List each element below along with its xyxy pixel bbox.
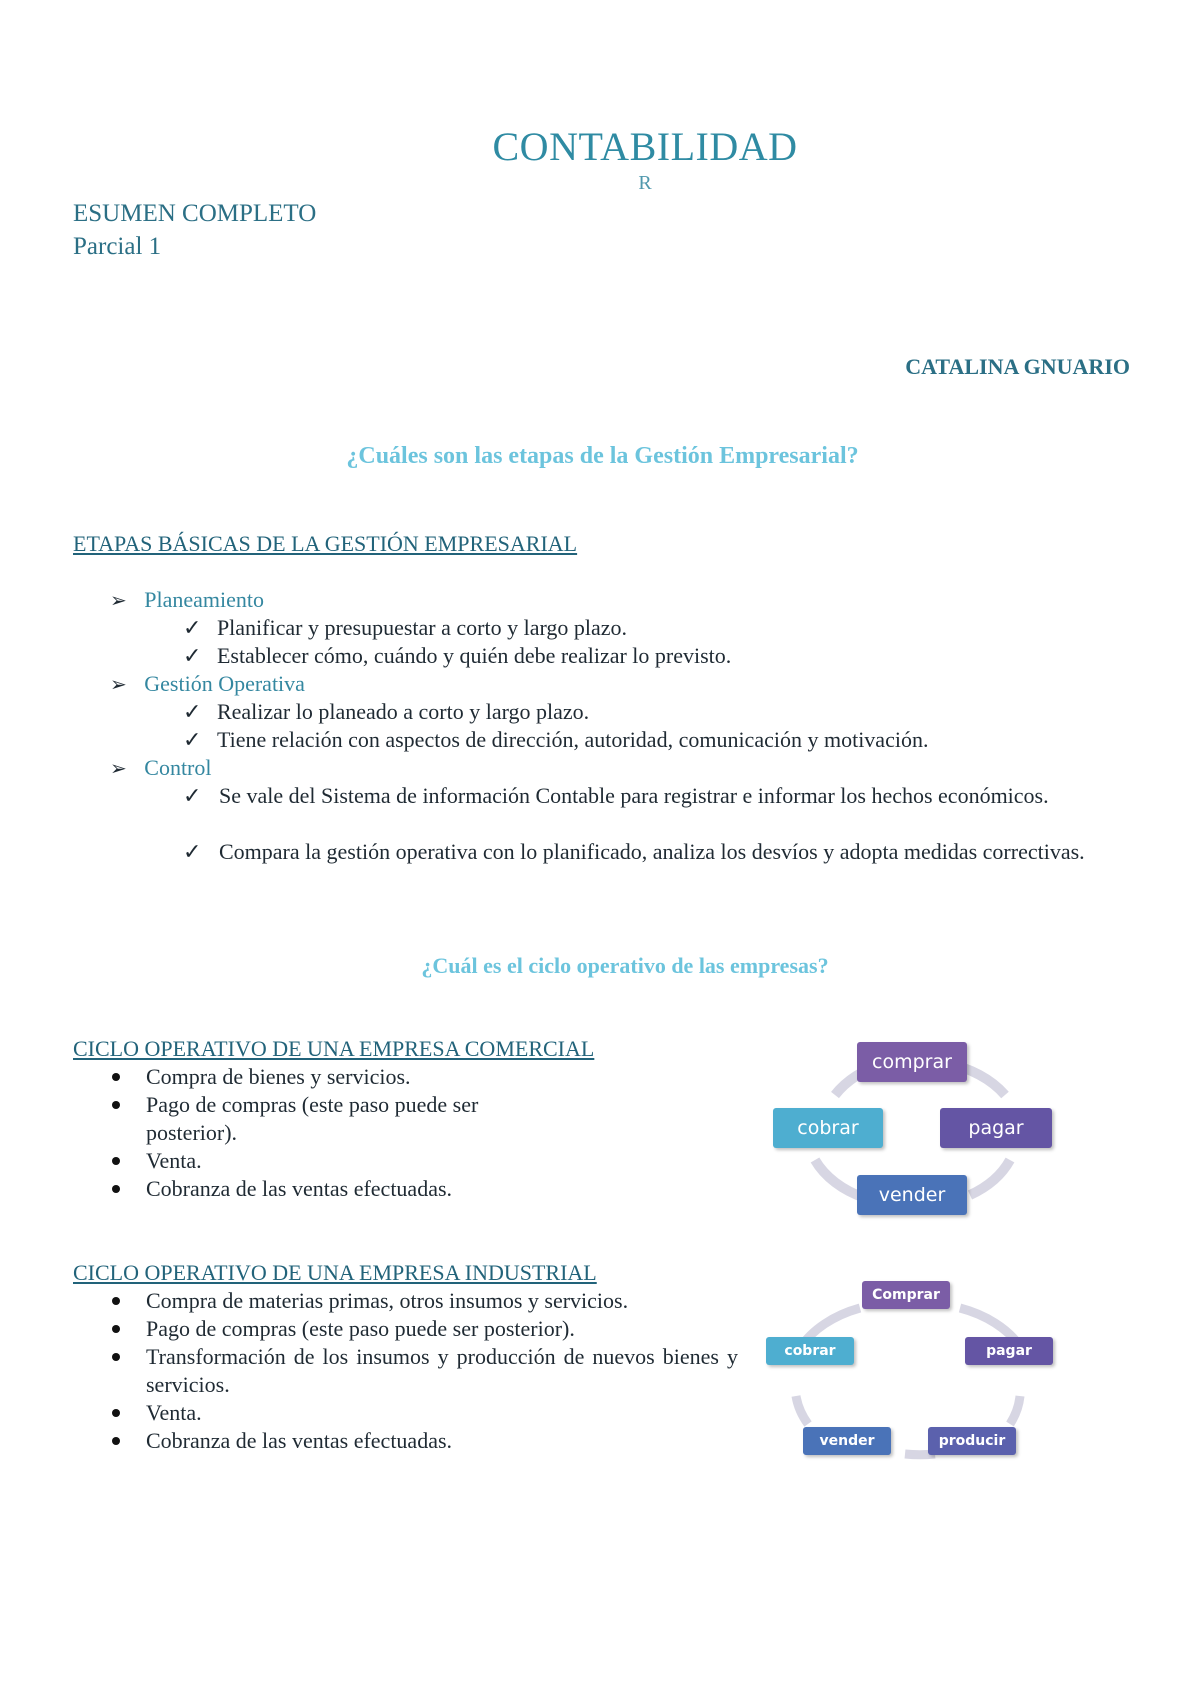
subtitle-partial: Parcial 1 (73, 233, 162, 260)
subtitle-summary: ESUMEN COMPLETO (73, 200, 317, 227)
list-item-text: Cobranza de las ventas efectuadas. (146, 1176, 453, 1201)
checkmark-icon: ✓ (183, 727, 202, 752)
list-item (183, 698, 589, 726)
bullet-icon (112, 1437, 120, 1445)
author-name: CATALINA GNUARIO (905, 354, 1130, 379)
list-item-text: Compra de bienes y servicios. (146, 1064, 411, 1089)
arrow-bullet-icon: ➢ (110, 590, 127, 612)
stage-gestion-operativa (110, 670, 305, 699)
checkmark-icon: ✓ (183, 839, 202, 864)
list-item (73, 1147, 493, 1175)
node-producir: producir (928, 1427, 1016, 1455)
list-item-text: Pago de compras (este paso puede ser posterior). (146, 1092, 479, 1145)
bullet-icon (112, 1073, 120, 1081)
list-item (183, 614, 627, 642)
question-etapas: ¿Cuáles son las etapas de la Gestión Empresarial? (346, 443, 859, 469)
list-item-text: Se vale del Sistema de información Contable para registrar e informar los hechos económicos. (219, 783, 1049, 808)
list-item-text: Venta. (146, 1400, 202, 1425)
node-comprar: Comprar (862, 1281, 950, 1309)
title-r-letter: R (638, 172, 652, 194)
list-item-text: Pago de compras (este paso puede ser posterior). (146, 1316, 575, 1341)
list-item (183, 782, 1133, 810)
checkmark-icon: ✓ (183, 643, 202, 668)
list-item (73, 1091, 493, 1147)
bullet-icon (112, 1101, 120, 1109)
list-item-text: Planificar y presupuestar a corto y largo plazo. (216, 615, 628, 640)
cycle-diagram-comercial (770, 1035, 1060, 1230)
list-item-text: Transformación de los insumos y producción de nuevos bienes y servicios. (146, 1344, 738, 1397)
list-item (73, 1175, 493, 1203)
list-item (183, 838, 1133, 866)
list-item-text: Establecer cómo, cuándo y quién debe realizar lo previsto. (216, 643, 732, 668)
list-item (73, 1063, 493, 1091)
stage-control (110, 754, 212, 783)
list-item-text: Venta. (146, 1148, 202, 1173)
bullet-icon (112, 1157, 120, 1165)
list-item (73, 1287, 738, 1315)
node-comprar: comprar (857, 1042, 967, 1082)
list-item-text: Compara la gestión operativa con lo planificado, analiza los desvíos y adopta medidas correctivas. (219, 839, 1085, 864)
list-item-text: Realizar lo planeado a corto y largo plazo. (216, 699, 590, 724)
node-cobrar: cobrar (766, 1337, 854, 1365)
document-title: CONTABILIDAD (492, 124, 798, 169)
heading-ciclo-comercial: CICLO OPERATIVO DE UNA EMPRESA COMERCIAL (73, 1036, 595, 1061)
list-item-text: Tiene relación con aspectos de dirección, autoridad, comunicación y motivación. (216, 727, 929, 752)
bullet-icon (112, 1325, 120, 1333)
list-item-text: Cobranza de las ventas efectuadas. (146, 1428, 453, 1453)
checkmark-icon: ✓ (183, 699, 202, 724)
arrow-bullet-icon: ➢ (110, 674, 127, 696)
node-cobrar: cobrar (773, 1108, 883, 1148)
list-item-text: Compra de materias primas, otros insumos y servicios. (146, 1288, 629, 1313)
list-item (183, 642, 731, 670)
node-vender: vender (857, 1175, 967, 1215)
checkmark-icon: ✓ (183, 783, 202, 808)
list-item (73, 1427, 738, 1455)
stage-label: Gestión Operativa (144, 671, 305, 696)
checkmark-icon: ✓ (183, 615, 202, 640)
question-ciclo: ¿Cuál es el ciclo operativo de las empresas? (421, 953, 829, 978)
bullet-icon (112, 1297, 120, 1305)
bullet-icon (112, 1409, 120, 1417)
stage-planeamiento (110, 586, 264, 615)
node-pagar: pagar (940, 1108, 1052, 1148)
node-pagar: pagar (965, 1337, 1053, 1365)
list-item (183, 726, 928, 754)
stage-label: Planeamiento (144, 587, 265, 612)
heading-ciclo-industrial: CICLO OPERATIVO DE UNA EMPRESA INDUSTRIAL (73, 1260, 597, 1285)
list-item (73, 1343, 738, 1399)
bullet-icon (112, 1185, 120, 1193)
heading-etapas: ETAPAS BÁSICAS DE LA GESTIÓN EMPRESARIAL (73, 531, 578, 556)
stage-label: Control (144, 755, 212, 780)
cycle-diagram-industrial (760, 1278, 1060, 1468)
arrow-bullet-icon: ➢ (110, 758, 127, 780)
list-item (73, 1315, 738, 1343)
node-vender: vender (803, 1427, 891, 1455)
list-item (73, 1399, 738, 1427)
bullet-icon (112, 1353, 120, 1361)
